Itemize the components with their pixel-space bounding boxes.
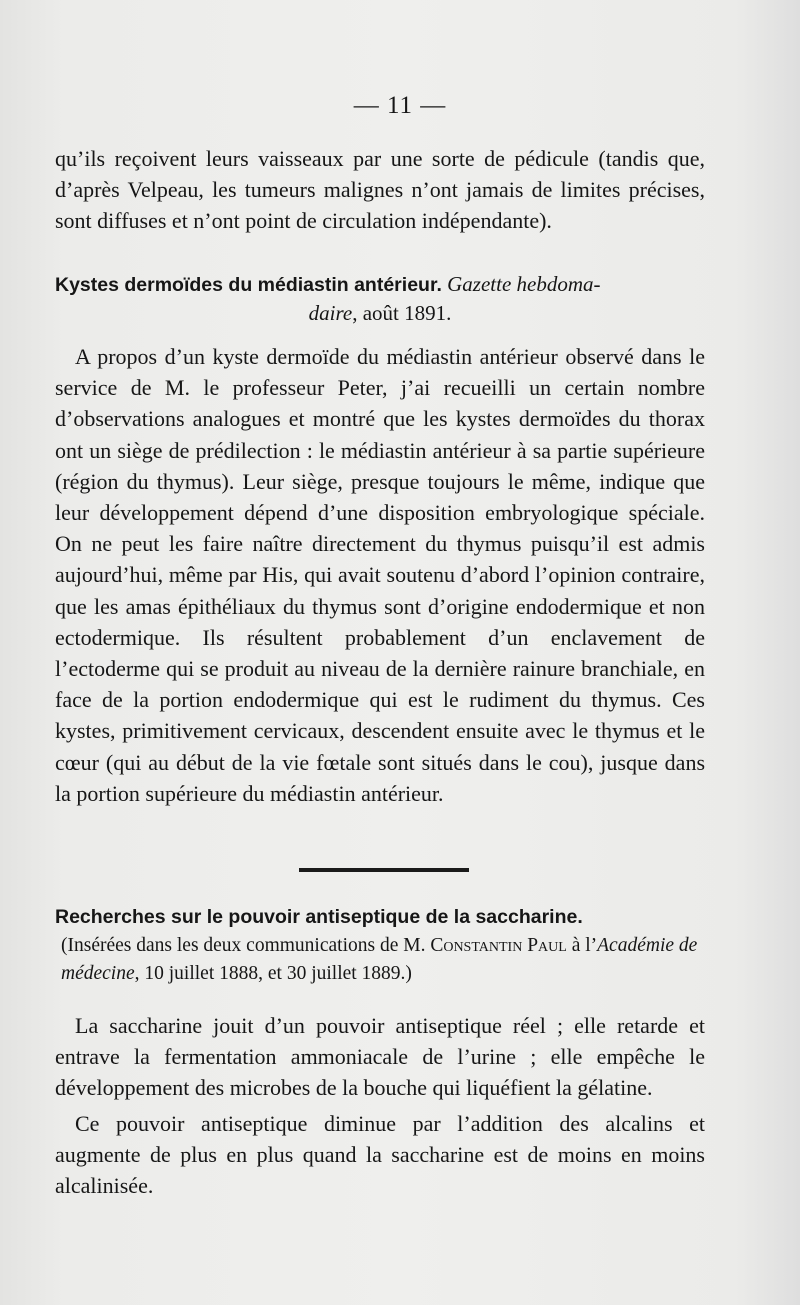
- section2-note: [61, 932, 705, 988]
- section1-source-part2: daire: [308, 301, 353, 325]
- section1-source-part1: Gazette hebdoma-: [447, 272, 601, 296]
- section2-paragraph1: La saccharine jouit d’un pouvoir antiseptique réel ; elle retarde et entrave la fermentation ammoniacale de l’urine ; elle empêche le développement des microbes de la bouche qui liquéfient la gélatine.: [55, 1013, 705, 1101]
- section2-note-a: (Insérées dans les deux communications de M.: [61, 935, 426, 956]
- section2-note-c: , 10 juillet 1888, et 30 juillet 1889.): [134, 963, 412, 984]
- intro-block: [55, 143, 705, 237]
- section2-paragraph2: Ce pouvoir antiseptique diminue par l’addition des alcalins et augmente de plus en plus quand la saccharine est de moins en moins alcalinisée.: [55, 1110, 705, 1199]
- section1-date: , août 1891.: [352, 301, 452, 325]
- section1-heading: [55, 270, 705, 299]
- section-dermoid-cysts: [55, 270, 705, 809]
- section2-note-source: Académie de médecine: [61, 935, 698, 984]
- section2-title: Recherches sur le pouvoir antiseptique de la saccharine.: [55, 906, 583, 928]
- section-divider: [299, 868, 469, 872]
- section2-note-b: à l’: [571, 935, 598, 956]
- section2-note-author: Constantin Paul: [430, 935, 567, 956]
- section1-title: Kystes dermoïdes du médiastin antérieur.: [55, 274, 442, 296]
- section1-heading-line2: [55, 299, 705, 327]
- section1-paragraph: A propos d’un kyste dermoïde du médiastin antérieur observé dans le service de M. le professeur Peter, j’ai recueilli un certain nombre d’observations analogues et montré que les kystes dermoïdes du thorax ont un siège de prédilection : le médiastin antérieur à sa partie supérieure (région du thymus). Leur siège, presque toujours le même, indique que leur développement dépend d’une disposition embryologique spéciale. On ne peut les faire naître directement du thymus puisqu’il est admis aujourd’hui, même par His, qui avait soutenu d’abord l’opinion contraire, que les amas épithéliaux du thymus sont d’origine endodermique et non ectodermique. Ils résultent probablement d’un enclavement de l’ectoderme qui se produit au niveau de la dernière rainure branchiale, en face de la portion endodermique qui est le rudiment du thymus. Ces kystes, primitivement cervicaux, descendent ensuite avec le thymus et le cœur (qui au début de la vie fœtale sont situés dans le cou), jusque dans la portion supérieure du médiastin antérieur.: [55, 344, 705, 806]
- section-saccharine: [55, 902, 705, 1201]
- intro-paragraph: qu’ils reçoivent leurs vaisseaux par une sorte de pédicule (tandis que, d’après Velpeau, les tumeurs malignes n’ont jamais de limites précises, sont diffuses et n’ont point de circulation indépendante).: [55, 146, 705, 234]
- page-number: — 11 —: [353, 92, 447, 119]
